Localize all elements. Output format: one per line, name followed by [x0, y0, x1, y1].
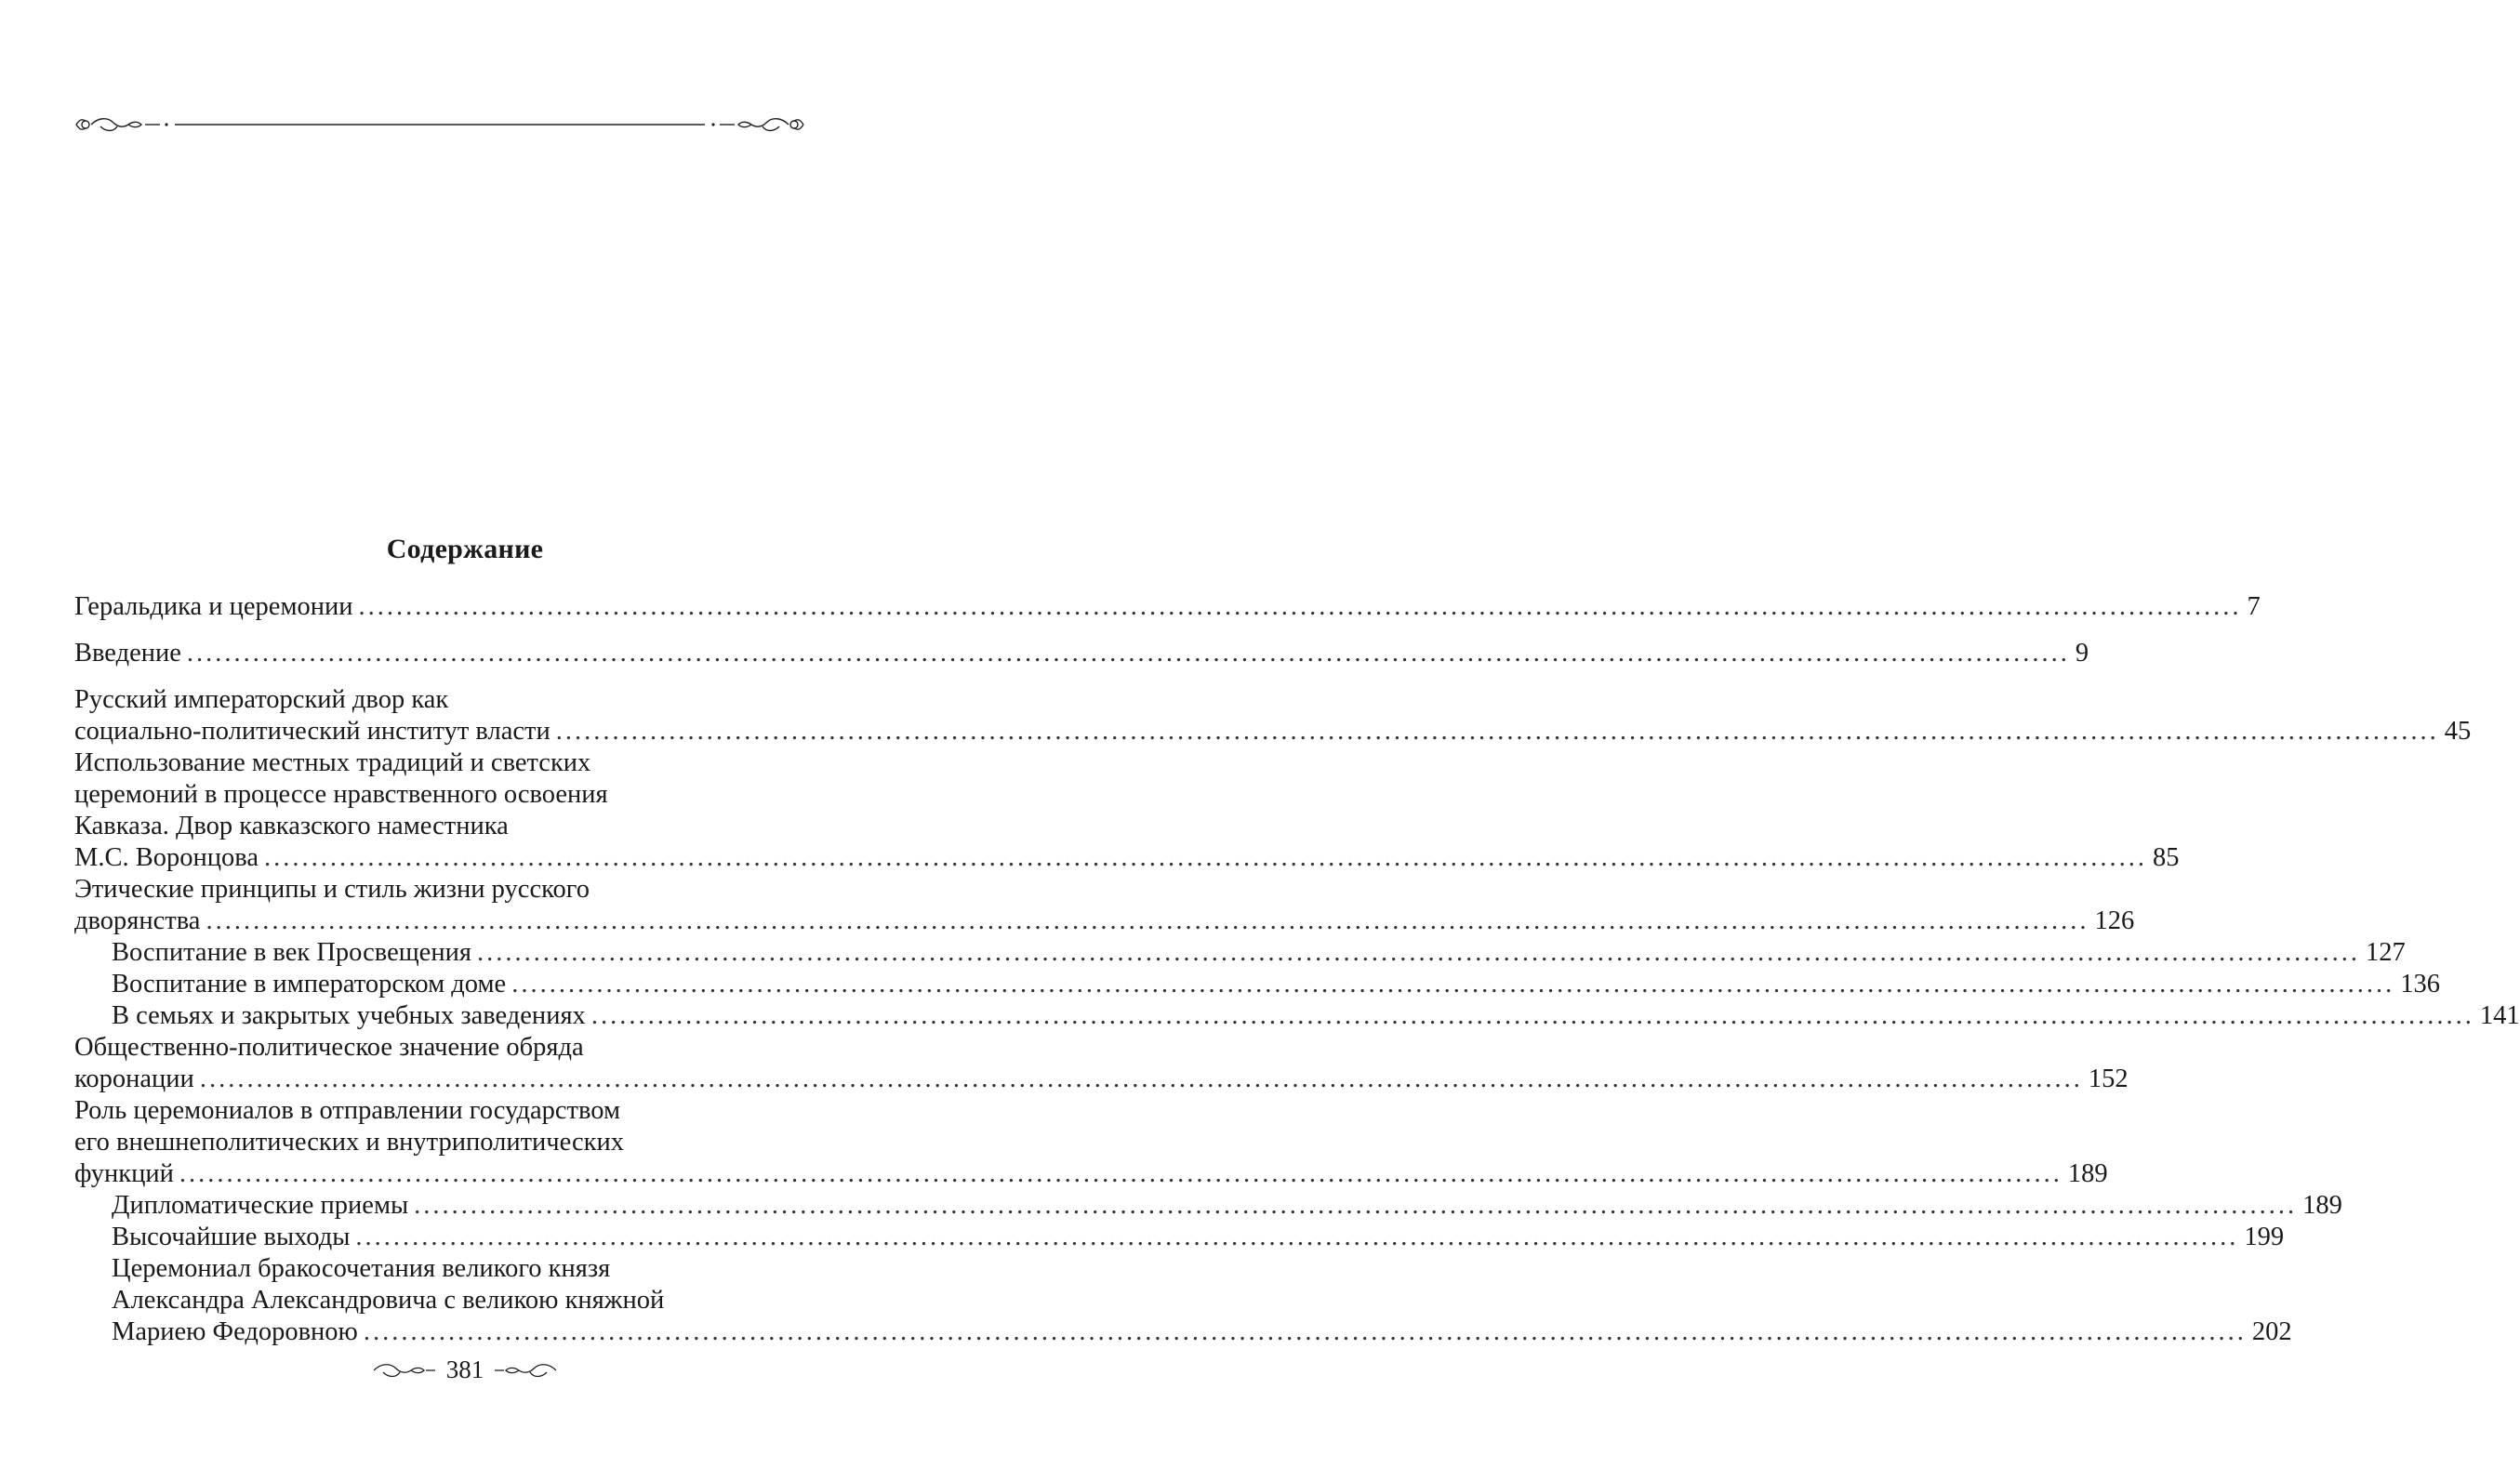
- dot-leader: ........................................................................................................................................................................................................: [414, 1191, 2298, 1220]
- toc-page-number: 189: [2067, 1159, 2108, 1188]
- table-of-contents: [74, 591, 2520, 1348]
- toc-entry[interactable]: [74, 1253, 2292, 1348]
- page-number: 381: [445, 1356, 484, 1383]
- toc-page-number: 45: [2444, 717, 2472, 746]
- dot-leader: ........................................................................................................................................................................................................: [263, 843, 2147, 872]
- dot-leader: ........................................................................................................................................................................................................: [206, 906, 2089, 935]
- toc-entry-title: коронации: [74, 1065, 194, 1093]
- toc-page-number: 85: [2152, 843, 2180, 872]
- toc-entry-title: Мариею Федоровною: [112, 1317, 358, 1346]
- toc-entry-title: Введение: [74, 639, 181, 668]
- toc-entry[interactable]: [74, 747, 2180, 874]
- toc-entry[interactable]: [74, 1000, 2520, 1032]
- footer-right-flourish-icon: [493, 1361, 558, 1380]
- toc-entry-title: Дипломатические приемы: [112, 1191, 409, 1220]
- toc-entry-title: Воспитание в век Просвещения: [112, 938, 471, 967]
- toc-entry[interactable]: [74, 1190, 2342, 1222]
- toc-page-number: 141: [2479, 1001, 2520, 1030]
- toc-entry[interactable]: [74, 969, 2440, 1000]
- page-title: Содержание: [386, 534, 544, 564]
- toc-entry-title: социально-политический институт власти: [74, 717, 550, 746]
- dot-leader: ........................................................................................................................................................................................................: [358, 592, 2242, 621]
- toc-entry[interactable]: [74, 1095, 2108, 1190]
- dot-leader: ........................................................................................................................................................................................................: [555, 717, 2439, 746]
- toc-entry-title: Использование местных традиций и светских: [74, 748, 591, 777]
- toc-entry-title: Геральдика и церемонии: [74, 592, 353, 621]
- toc-entry-title: Высочайшие выходы: [112, 1223, 351, 1251]
- toc-entry[interactable]: [74, 591, 2261, 623]
- toc-page-number: 7: [2247, 592, 2261, 621]
- dot-leader: ........................................................................................................................................................................................................: [476, 938, 2360, 967]
- dot-leader: ........................................................................................................................................................................................................: [511, 970, 2395, 999]
- toc-entry-title: его внешнеполитических и внутриполитических: [74, 1128, 624, 1157]
- toc-entry[interactable]: [74, 874, 2135, 937]
- toc-entry[interactable]: [74, 684, 2472, 747]
- toc-entry-title: Русский императорский двор как: [74, 685, 449, 714]
- toc-entry-title: М.С. Воронцова: [74, 843, 259, 872]
- toc-page-number: 199: [2244, 1223, 2285, 1251]
- toc-page-number: 152: [2088, 1065, 2129, 1093]
- toc-entry-title: Церемониал бракосочетания великого князя: [112, 1254, 611, 1283]
- toc-page-number: 136: [2400, 970, 2440, 999]
- toc-entry[interactable]: [74, 1032, 2129, 1095]
- dot-leader: ........................................................................................................................................................................................................: [186, 639, 2070, 668]
- dot-leader: ........................................................................................................................................................................................................: [199, 1065, 2083, 1093]
- toc-entry-title: Александра Александровича с великою княжной: [112, 1286, 665, 1315]
- toc-page-number: 189: [2302, 1191, 2342, 1220]
- toc-page-number: 9: [2075, 639, 2089, 668]
- dot-leader: ........................................................................................................................................................................................................: [179, 1159, 2062, 1188]
- toc-entry-title: Воспитание в императорском доме: [112, 970, 507, 999]
- toc-entry[interactable]: [74, 937, 2406, 969]
- toc-entry-title: функций: [74, 1159, 174, 1188]
- footer-left-flourish-icon: [372, 1361, 437, 1380]
- toc-entry-title: В семьях и закрытых учебных заведениях: [112, 1001, 586, 1030]
- toc-entry-title: Общественно-политическое значение обряда: [74, 1033, 584, 1062]
- toc-entry-title: Роль церемониалов в отправлении государством: [74, 1096, 620, 1125]
- toc-entry-title: Этические принципы и стиль жизни русского: [74, 875, 590, 904]
- toc-entry-title: дворянства: [74, 906, 201, 935]
- toc-page-number: 126: [2094, 906, 2135, 935]
- toc-entry-title: церемоний в процессе нравственного освоения: [74, 780, 608, 809]
- dot-leader: ........................................................................................................................................................................................................: [590, 1001, 2474, 1030]
- page-footer: [0, 1356, 930, 1384]
- toc-entry[interactable]: [74, 1222, 2285, 1253]
- dot-leader: ........................................................................................................................................................................................................: [363, 1317, 2247, 1346]
- toc-entry-title: Кавказа. Двор кавказского наместника: [74, 812, 509, 840]
- toc-page-number: 127: [2365, 938, 2406, 967]
- toc-page-number: 202: [2251, 1317, 2292, 1346]
- header-ornament-rule: [73, 113, 807, 136]
- dot-leader: ........................................................................................................................................................................................................: [355, 1223, 2239, 1251]
- toc-entry[interactable]: [74, 638, 2089, 669]
